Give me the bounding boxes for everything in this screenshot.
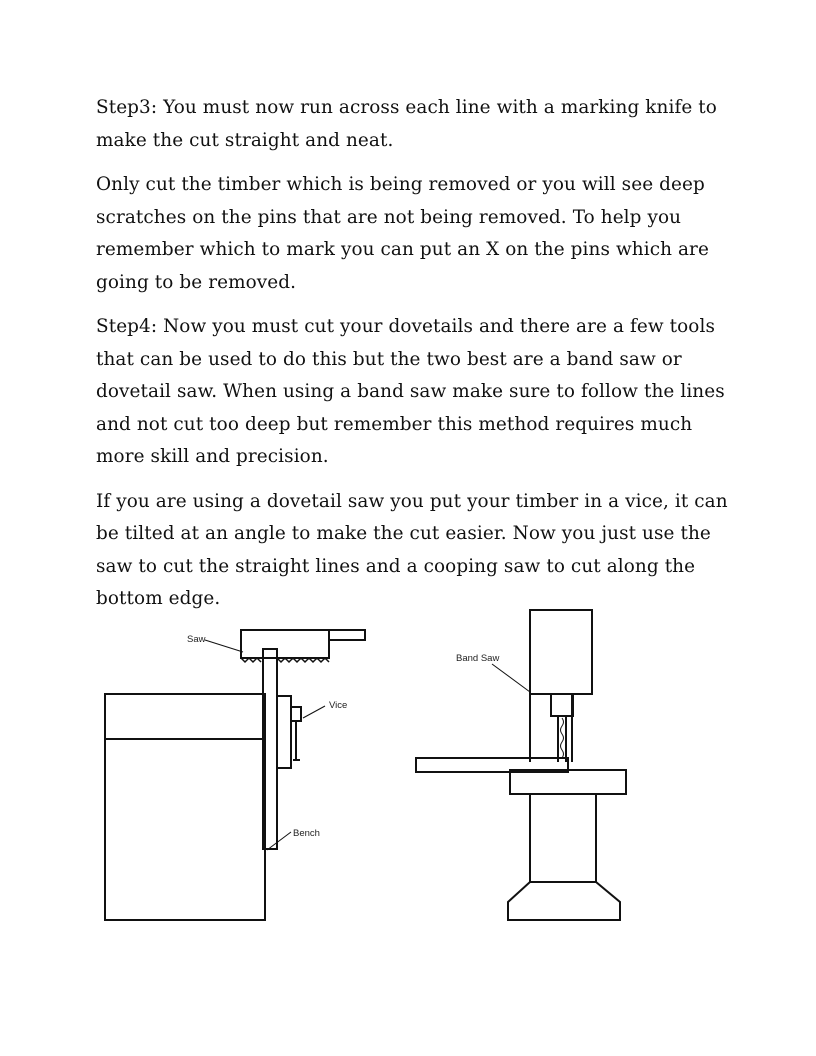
band-saw-illustration xyxy=(410,600,640,930)
saw-label: Saw xyxy=(187,634,206,645)
bench-vice-illustration xyxy=(95,620,375,930)
vice-shape xyxy=(277,696,291,768)
band-saw-upper-housing xyxy=(530,610,592,694)
paragraph-marking-note: Only cut the timber which is being removed or you will see deep scratches on the pins that are not being removed. To help you remember which to mark you can put an X on the pins which are going to be removed. xyxy=(96,174,709,293)
paragraph-step3: Step3: You must now run across each line with a marking knife to make the cut straight and neat. xyxy=(96,97,717,151)
paragraph-dovetail-saw: If you are using a dovetail saw you put your timber in a vice, it can be tilted at an angle to make the cut easier. Now you just use the saw to cut the straight lines and a cooping saw to cut along the bottom edge. xyxy=(96,490,728,609)
band-saw-base xyxy=(508,882,620,920)
bench-label: Bench xyxy=(293,828,320,839)
document-body xyxy=(96,92,746,628)
bench-shape xyxy=(105,694,265,920)
band-saw-table xyxy=(510,770,626,794)
paragraph-step4: Step4: Now you must cut your dovetails and there are a few tools that can be used to do this but the two best are a band saw or dovetail saw. When using a band saw make sure to follow the lines and not cut too deep but remember this method requires much more skill and precision. xyxy=(96,316,725,467)
blade-guard xyxy=(551,694,573,716)
band-saw-label: Band Saw xyxy=(456,653,500,664)
vice-label: Vice xyxy=(329,700,348,711)
saw-shape xyxy=(241,630,329,658)
